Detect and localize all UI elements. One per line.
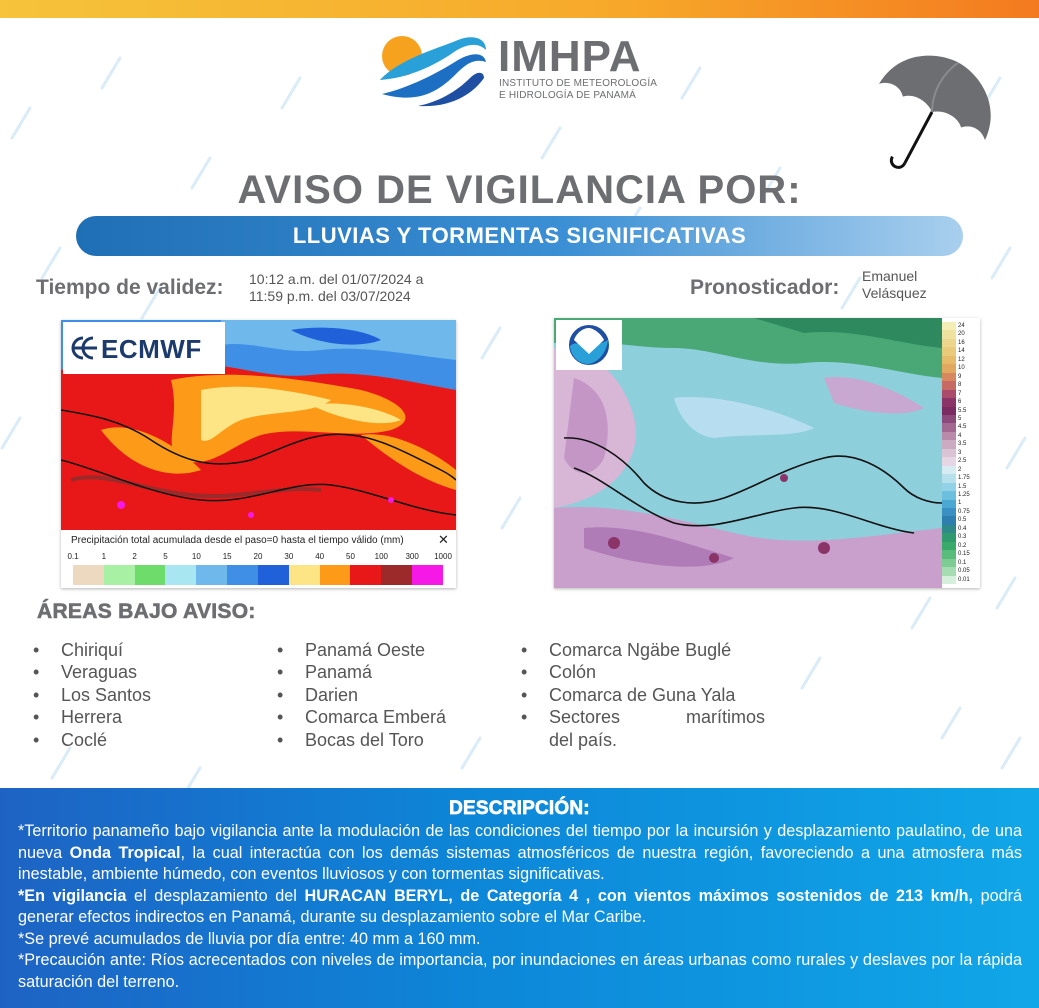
colorbar-label: 20: [958, 331, 965, 338]
ecmwf-brand-text: ECMWF: [101, 334, 202, 364]
colorbar-swatch: [942, 398, 956, 406]
colorbar-label: 5: [958, 415, 962, 422]
colorbar-swatch: [942, 525, 956, 533]
ecmwf-legend-ticks: [67, 552, 452, 564]
colorbar-swatch: [942, 516, 956, 524]
noaa-logo: [556, 320, 622, 370]
colorbar-label: 2.5: [958, 458, 967, 465]
colorbar-swatch: [942, 559, 956, 567]
colorbar-label: 14: [958, 348, 965, 355]
colorbar-swatch: [942, 474, 956, 482]
colorbar-swatch: [942, 491, 956, 499]
forecaster-label: Pronosticador:: [690, 276, 840, 299]
legend-tick-label: 50: [346, 552, 355, 561]
colorbar-label: 12: [958, 356, 965, 363]
validity-period: 10:12 a.m. del 01/07/2024 a 11:59 p.m. del 03/07/2024: [249, 271, 424, 304]
ecmwf-brand: [63, 322, 225, 374]
colorbar-swatch: [942, 500, 956, 508]
description-paragraph: *Se prevé acumulados de lluvia por día entre: 40 mm a 160 mm.: [18, 929, 481, 948]
colorbar-label: 4: [958, 432, 962, 439]
legend-tick-label: 30: [284, 552, 294, 561]
legend-color-swatch: [350, 565, 381, 585]
colorbar-swatch: [942, 339, 956, 347]
colorbar-swatch: [942, 542, 956, 550]
list-item: • Los Santos: [33, 684, 152, 705]
colorbar-swatch: [942, 423, 956, 431]
list-item: • Comarca de Guna Yala: [521, 684, 736, 705]
legend-color-swatch: [320, 565, 351, 585]
colorbar-swatch: [942, 550, 956, 558]
colorbar-swatch: [942, 449, 956, 457]
close-icon[interactable]: ✕: [438, 532, 449, 547]
ecmwf-legend-title: Precipitación total acumulada desde el paso=0 hasta el tiempo válido (mm): [71, 535, 404, 546]
colorbar-label: 0.5: [958, 517, 967, 524]
colorbar-label: 1: [958, 500, 962, 507]
colorbar-swatch: [942, 440, 956, 448]
colorbar-label: 3.5: [958, 441, 967, 448]
colorbar-label: 0.75: [958, 508, 970, 515]
noaa-logo-icon: [562, 322, 616, 368]
areas-column-2: [277, 640, 497, 752]
colorbar-label: 5.5: [958, 407, 967, 414]
colorbar-label: 1.75: [958, 475, 970, 482]
colorbar-swatch: [942, 330, 956, 338]
colorbar-label: 6: [958, 399, 962, 406]
colorbar-label: 0.4: [958, 525, 967, 532]
legend-tick-label: 10: [191, 552, 201, 561]
colorbar-label: 2: [958, 466, 962, 473]
main-title: AVISO DE VIGILANCIA POR:: [237, 168, 802, 212]
list-item: • Herrera: [33, 707, 123, 728]
noaa-colorbar: [942, 322, 956, 584]
colorbar-label: 0.3: [958, 534, 967, 541]
colorbar-swatch: [942, 508, 956, 516]
legend-tick-label: 0.1: [67, 552, 79, 561]
colorbar-label: 7: [958, 390, 962, 397]
colorbar-swatch: [942, 356, 956, 364]
legend-color-swatch: [73, 565, 104, 585]
list-item: • Coclé: [33, 729, 108, 750]
legend-color-swatch: [196, 565, 227, 585]
colorbar-swatch: [942, 373, 956, 381]
legend-color-swatch: [289, 565, 320, 585]
umbrella-icon: [862, 52, 997, 187]
legend-tick-label: 1: [101, 552, 107, 561]
colorbar-swatch: [942, 466, 956, 474]
colorbar-swatch: [942, 407, 956, 415]
legend-tick-label: 1000: [434, 552, 452, 561]
legend-color-swatch: [165, 565, 196, 585]
description-paragraph: *En vigilancia el desplazamiento del HURACAN BERYL, de Categoría 4 , con vientos máximos sostenidos de 213 km/h, podrá generar efectos indirectos en Panamá, durante su desplazamiento sobre el Mar Caribe.: [18, 886, 1022, 926]
legend-tick-label: 100: [374, 552, 389, 561]
list-item: • Colón: [521, 662, 597, 683]
legend-tick-label: 300: [405, 552, 419, 561]
colorbar-label: 16: [958, 339, 965, 346]
colorbar-swatch: [942, 381, 956, 389]
noaa-precipitation-map: [554, 318, 980, 588]
imhpa-logo: [378, 30, 668, 110]
legend-color-swatch: [104, 565, 135, 585]
areas-column-3: [521, 640, 771, 752]
ecmwf-precipitation-map: [61, 320, 456, 588]
legend-color-swatch: [135, 565, 166, 585]
colorbar-label: 9: [958, 373, 962, 380]
ecmwf-legend-colorbar: [73, 565, 443, 585]
forecaster-name: Emanuel Velásquez: [862, 268, 927, 301]
description-panel: [0, 788, 1039, 1008]
list-item: • Comarca Ngäbe Buglé: [521, 640, 732, 660]
legend-color-swatch: [258, 565, 289, 585]
list-item: • Comarca Emberá: [277, 707, 447, 728]
areas-column-1: [33, 640, 253, 752]
list-item-continuation: del país.: [549, 729, 618, 750]
legend-tick-label: 40: [315, 552, 325, 561]
colorbar-swatch: [942, 576, 956, 584]
list-item: • Panamá Oeste: [277, 640, 426, 660]
legend-tick-label: 20: [253, 552, 263, 561]
colorbar-swatch: [942, 432, 956, 440]
legend-tick-label: 15: [222, 552, 232, 561]
list-item: • Darien: [277, 684, 359, 705]
list-item: • Panamá: [277, 662, 373, 683]
description-paragraph: *Precaución ante: Ríos acrecentados con niveles de importancia, por inundaciones en áreas urbanas como rurales y deslaves por la rápida saturación del terreno.: [18, 951, 1022, 991]
legend-tick-label: 2: [132, 552, 137, 561]
logo-name: IMHPA: [498, 32, 642, 81]
colorbar-swatch: [942, 567, 956, 575]
colorbar-swatch: [942, 322, 956, 330]
colorbar-label: 24: [958, 323, 965, 329]
noaa-colorbar-labels: [956, 322, 980, 584]
legend-color-swatch: [227, 565, 258, 585]
colorbar-label: 1.5: [958, 483, 967, 490]
list-item: • Chiriquí: [33, 640, 124, 660]
colorbar-swatch: [942, 390, 956, 398]
imhpa-logo-icon: [378, 30, 488, 110]
colorbar-label: 0.2: [958, 542, 967, 549]
colorbar-swatch: [942, 347, 956, 355]
colorbar-label: 0.01: [958, 576, 970, 583]
colorbar-swatch: [942, 415, 956, 423]
validity-label: Tiempo de validez:: [36, 276, 224, 299]
legend-color-swatch: [412, 565, 443, 585]
colorbar-swatch: [942, 483, 956, 491]
colorbar-label: 0.1: [958, 559, 967, 566]
colorbar-swatch: [942, 533, 956, 541]
legend-tick-label: 5: [163, 552, 168, 561]
list-item: • Sectores marítimos: [521, 707, 765, 728]
list-item: • Veraguas: [33, 662, 138, 683]
description-text: [18, 821, 1022, 993]
colorbar-label: 10: [958, 365, 965, 372]
colorbar-label: 0.05: [958, 568, 970, 575]
colorbar-label: 0.15: [958, 551, 970, 558]
description-title: DESCRIPCIÓN:: [449, 798, 590, 819]
warning-type-ribbon: LLUVIAS Y TORMENTAS SIGNIFICATIVAS: [76, 216, 963, 256]
colorbar-label: 8: [958, 382, 962, 389]
description-paragraph: *Territorio panameño bajo vigilancia ante la modulación de las condiciones del tiempo por la incursión y desplazamiento paulatino, de una nueva Onda Tropical, la cual interactúa con los demás sistemas atmosféricos de nuestra región, favoreciendo a una atmosfera más inestable, ambiente húmedo, con eventos lluviosos y con tormentas significativas.: [18, 822, 1023, 883]
colorbar-swatch: [942, 364, 956, 372]
list-item: • Bocas del Toro: [277, 729, 424, 750]
areas-title: ÁREAS BAJO AVISO:: [37, 600, 256, 623]
colorbar-label: 4.5: [958, 424, 967, 431]
ecmwf-logo-icon: [69, 336, 99, 360]
logo-subtitle: INSTITUTO DE METEOROLOGÍA E HIDROLOGÍA DE PANAMÁ: [499, 78, 658, 101]
colorbar-label: 3: [958, 449, 962, 456]
colorbar-label: 1.25: [958, 492, 970, 499]
colorbar-swatch: [942, 457, 956, 465]
top-accent-bar: [0, 0, 1039, 18]
legend-color-swatch: [381, 565, 412, 585]
